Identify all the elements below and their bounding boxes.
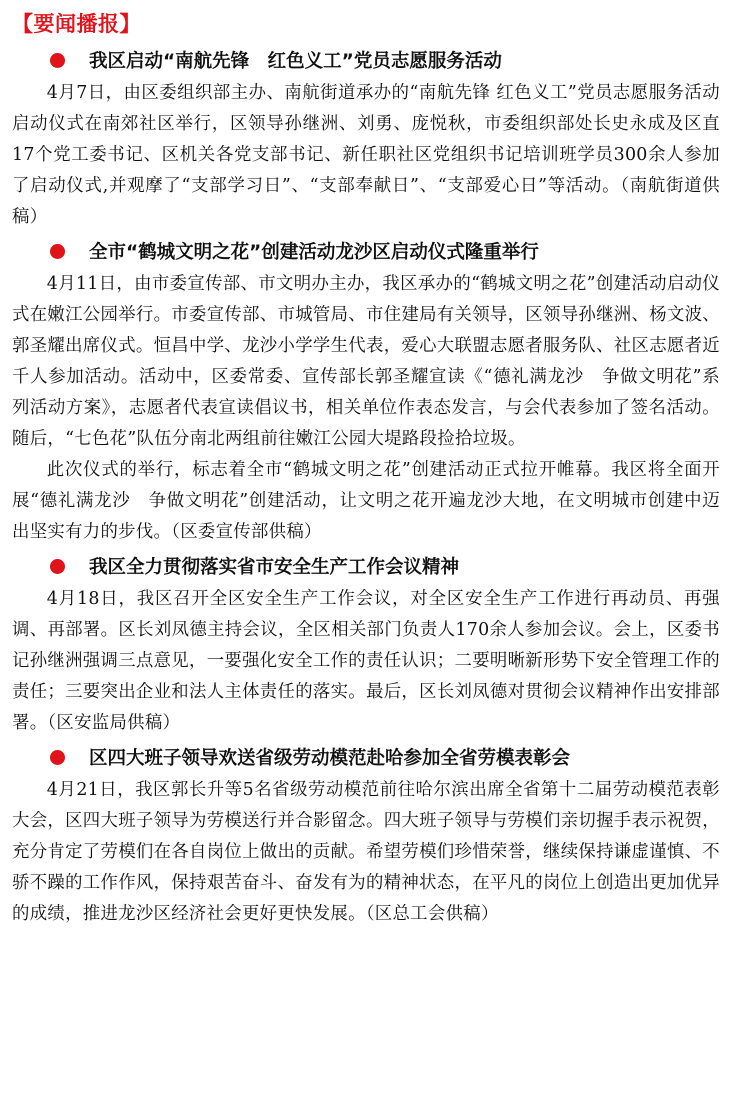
red-bullet-icon <box>50 53 65 68</box>
red-bullet-icon <box>50 750 65 765</box>
red-bullet-icon <box>50 559 65 574</box>
article-headline <box>12 739 720 775</box>
article-paragraph: 4月21日，我区郭长升等5名省级劳动模范前往哈尔滨出席全省第十二届劳动模范表彰大会，区四大班子领导为劳模送行并合影留念。四大班子领导与劳模们亲切握手表示祝贺，充分肯定了劳模们在各自岗位上做出的贡献。希望劳模们珍惜荣誉，继续保持谦虚谨慎、不骄不躁的工作作风，保持艰苦奋斗、奋发有为的精神状态，在平凡的岗位上创造出更加优异的成绩，推进龙沙区经济社会更好更快发展。（区总工会供稿） <box>12 780 720 924</box>
article-3 <box>12 548 720 739</box>
article-headline <box>12 233 720 269</box>
article-headline <box>12 548 720 584</box>
headline-text: 我区全力贯彻落实省市安全生产工作会议精神 <box>89 557 460 578</box>
article-4 <box>12 739 720 930</box>
article-1 <box>12 42 720 233</box>
article-paragraph: 4月11日，由市委宣传部、市文明办主办，我区承办的“鹤城文明之花”创建活动启动仪式在嫩江公园举行。市委宣传部、市城管局、市住建局有关领导，区领导孙继洲、杨文波、郭圣耀出席仪式。恒昌中学、龙沙小学学生代表，爱心大联盟志愿者服务队、社区志愿者近千人参加活动。活动中，区委常委、宣传部长郭圣耀宣读《“德礼满龙沙 争做文明花”系列活动方案》，志愿者代表宣读倡议书，相关单位作表态发言，与会代表参加了签名活动。随后，“七色花”队伍分南北两组前往嫩江公园大堤路段捡拾垃圾。 <box>12 274 720 449</box>
article-2 <box>12 233 720 548</box>
news-page <box>12 10 720 930</box>
headline-text: 全市“鹤城文明之花”创建活动龙沙区启动仪式隆重举行 <box>89 242 539 263</box>
article-paragraph: 4月18日，我区召开全区安全生产工作会议，对全区安全生产工作进行再动员、再强调、再部署。区长刘凤德主持会议，全区相关部门负责人170余人参加会议。会上，区委书记孙继洲强调三点意见，一要强化安全工作的责任认识；二要明晰新形势下安全管理工作的责任；三要突出企业和法人主体责任的落实。最后，区长刘凤德对贯彻会议精神作出安排部署。（区安监局供稿） <box>12 589 720 733</box>
headline-text: 区四大班子领导欢送省级劳动模范赴哈参加全省劳模表彰会 <box>89 748 571 769</box>
red-bullet-icon <box>50 244 65 259</box>
article-headline <box>12 42 720 78</box>
article-paragraph: 此次仪式的举行，标志着全市“鹤城文明之花”创建活动正式拉开帷幕。我区将全面开展“德礼满龙沙 争做文明花”创建活动，让文明之花开遍龙沙大地，在文明城市创建中迈出坚实有力的步伐。（区委宣传部供稿） <box>12 460 720 542</box>
article-paragraph: 4月7日，由区委组织部主办、南航街道承办的“南航先锋 红色义工”党员志愿服务活动启动仪式在南郊社区举行，区领导孙继洲、刘勇、庞悦秋，市委组织部处长史永成及区直17个党工委书记、区机关各党支部书记、新任职社区党组织书记培训班学员300余人参加了启动仪式,并观摩了“支部学习日”、“支部奉献日”、“支部爱心日”等活动。（南航街道供稿） <box>12 83 720 227</box>
headline-text: 我区启动“南航先锋 红色义工”党员志愿服务活动 <box>89 51 502 72</box>
section-title: 【要闻播报】 <box>12 12 141 36</box>
